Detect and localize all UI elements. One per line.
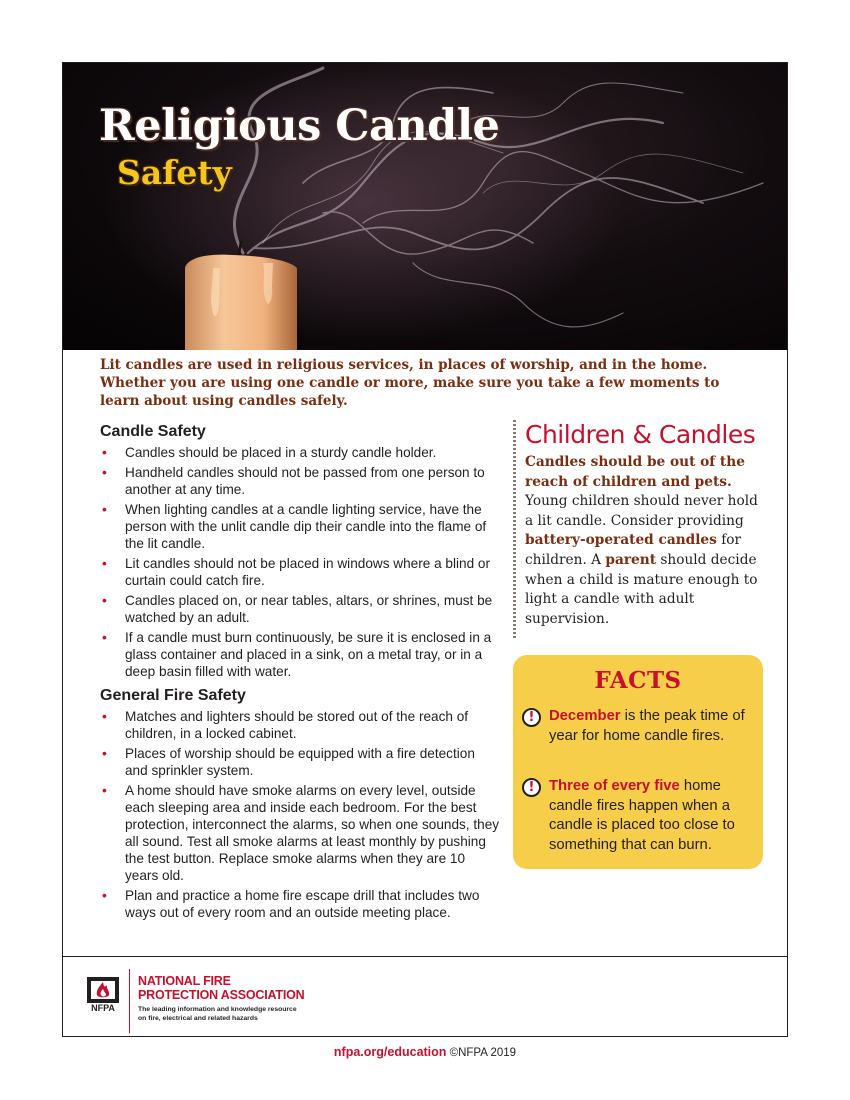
candle-safety-heading: Candle Safety bbox=[100, 423, 206, 440]
facts-title: FACTS bbox=[594, 667, 682, 694]
bullet-icon: • bbox=[102, 592, 107, 608]
general-fire-safety-heading: General Fire Safety bbox=[100, 687, 246, 704]
list-item: • A home should have smoke alarms on every level, outside each sleeping area and inside each bedroom. For the best protection, interconnect the alarms, so when one sounds, they all sound. Test all smoke alarms at least monthly by pushing the test button. Replace smoke alarms when they are 10 years old. bbox=[102, 782, 500, 883]
facts-box bbox=[513, 655, 763, 869]
hero-banner bbox=[63, 63, 787, 350]
general-fire-safety-list bbox=[100, 708, 500, 921]
candle-safety-list bbox=[100, 444, 500, 680]
fact-item: ! Three of every five home candle fires happen when a candle is placed too close to something that can burn. bbox=[522, 777, 758, 855]
list-item: • Matches and lighters should be stored out of the reach of children, in a locked cabinet. bbox=[102, 708, 469, 741]
page-subtitle: Safety bbox=[117, 153, 232, 192]
flyer-page bbox=[62, 62, 788, 1037]
list-item: • Places of worship should be equipped with a fire detection and sprinkler system. bbox=[102, 745, 475, 778]
nfpa-flame-logo-icon bbox=[86, 976, 120, 1020]
bullet-icon: • bbox=[102, 782, 107, 798]
bullet-icon: • bbox=[102, 444, 107, 460]
website-link[interactable]: nfpa.org/education bbox=[333, 1045, 447, 1059]
list-item: • If a candle must burn continuously, be sure it is enclosed in a glass container and placed in a sink, on a metal tray, or in a deep basin filled with water. bbox=[102, 629, 492, 679]
footer-divider bbox=[63, 956, 787, 957]
list-item: • Handheld candles should not be passed from one person to another at any time. bbox=[102, 464, 485, 497]
organization-tagline: The leading information and knowledge resource on fire, electrical and related hazards bbox=[138, 1006, 297, 1022]
list-item: • Plan and practice a home fire escape drill that includes two ways out of every room and an outside meeting place. bbox=[102, 887, 480, 920]
nfpa-logo-text: NFPA bbox=[91, 1003, 115, 1013]
organization-name: NATIONAL FIRE PROTECTION ASSOCIATION bbox=[138, 974, 305, 1002]
list-item: • Candles should be placed in a sturdy candle holder. bbox=[102, 444, 437, 460]
logo-divider bbox=[129, 969, 130, 1033]
fact-item: ! December is the peak time of year for home candle fires. bbox=[522, 707, 758, 746]
bullet-icon: • bbox=[102, 464, 107, 480]
bullet-icon: • bbox=[102, 708, 107, 724]
bullet-icon: • bbox=[102, 555, 107, 571]
safety-tips-column bbox=[100, 423, 500, 924]
footer-credit bbox=[0, 1045, 850, 1059]
children-candles-column bbox=[513, 420, 767, 629]
list-item: • When lighting candles at a candle lighting service, have the person with the unlit candle dip their candle into the flame of the lit candle. bbox=[102, 501, 487, 551]
bullet-icon: • bbox=[102, 629, 107, 645]
exclamation-icon: ! bbox=[522, 708, 541, 727]
list-item: • Candles placed on, or near tables, altars, or shrines, must be watched by an adult. bbox=[102, 592, 493, 625]
children-candles-title: Children & Candles bbox=[525, 420, 756, 449]
bullet-icon: • bbox=[102, 887, 107, 903]
bullet-icon: • bbox=[102, 745, 107, 761]
page-title: Religious Candle bbox=[99, 101, 500, 151]
list-item: • Lit candles should not be placed in windows where a blind or curtain could catch fire. bbox=[102, 555, 490, 588]
bullet-icon: • bbox=[102, 501, 107, 517]
copyright: ©NFPA 2019 bbox=[449, 1047, 517, 1059]
intro-paragraph: Lit candles are used in religious services, in places of worship, and in the home. Whether you are using one candle or more, make sure you take a few moments to learn about using candles safely. bbox=[100, 357, 720, 409]
children-candles-text: Candles should be out of the reach of children and pets. Young children should never hold a lit candle. Consider providing battery-operated candles for children. A parent should decide when a child is mature enough to light a candle with adult supervision. bbox=[525, 454, 758, 627]
dotted-divider bbox=[513, 420, 516, 638]
children-candles-panel bbox=[513, 420, 767, 629]
exclamation-icon: ! bbox=[522, 778, 541, 797]
